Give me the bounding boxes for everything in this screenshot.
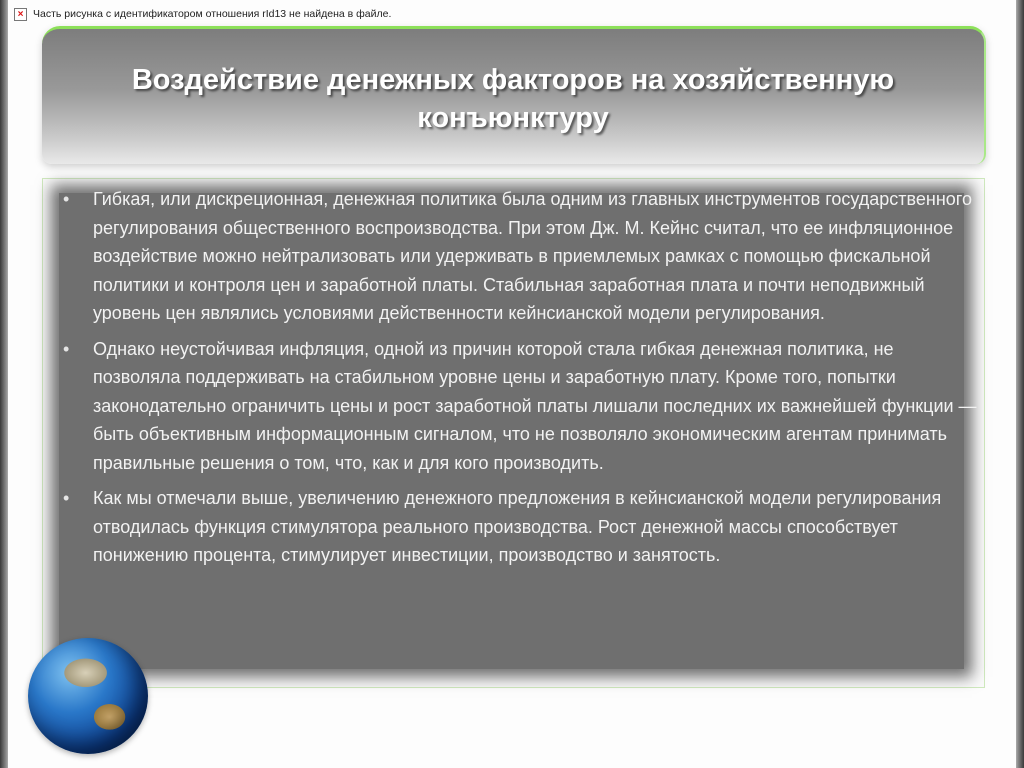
title-bar xyxy=(42,26,986,164)
content-frame xyxy=(42,178,985,688)
bullet-marker: • xyxy=(63,488,70,508)
bullet-item xyxy=(59,484,979,570)
bullet-text: Однако неустойчивая инфляция, одной из причин которой стала гибкая денежная политика, не позволяла поддерживать на стабильном уровне цены и заработную плату. Кроме того, попытки законодательно ограничить цены и рост заработной платы лишали последних их важнейшей функции — быть объективным информационным сигналом, что не позволяло экономическим агентам принимать правильные решения о том, что, как и для кого производить. xyxy=(93,338,977,473)
bullet-list xyxy=(59,185,979,577)
broken-image-message: Часть рисунка с идентификатором отношения rId13 не найдена в файле. xyxy=(33,8,392,20)
slide-title: Воздействие денежных факторов на хозяйственную конъюнктуру xyxy=(131,64,895,134)
bullet-text: Гибкая, или дискреционная, денежная политика была одним из главных инструментов государственного регулирования общественного воспроизводства. При этом Дж. М. Кейнс считал, что ее инфляционное воздействие можно нейтрализовать или удерживать в приемлемых рамках с помощью фискальной политики и контроля цен и заработной платы. Стабильная заработная плата и почти неподвижный уровень цен являлись условиями действенности кейнсианской модели регулирования. xyxy=(93,189,972,323)
slide xyxy=(8,0,1016,768)
bullet-item xyxy=(59,335,979,478)
broken-image-placeholder xyxy=(14,6,391,22)
bullet-marker: • xyxy=(63,189,70,209)
bullet-item xyxy=(59,185,979,328)
broken-image-icon: × xyxy=(14,8,27,21)
bullet-text: Как мы отмечали выше, увеличению денежного предложения в кейнсианской модели регулирования отводилась функция стимулятора реального производства. Рост денежной массы способствует понижению процента, стимулирует инвестиции, производство и занятость. xyxy=(93,488,942,565)
bullet-marker: • xyxy=(63,338,70,359)
globe-icon xyxy=(28,638,148,754)
